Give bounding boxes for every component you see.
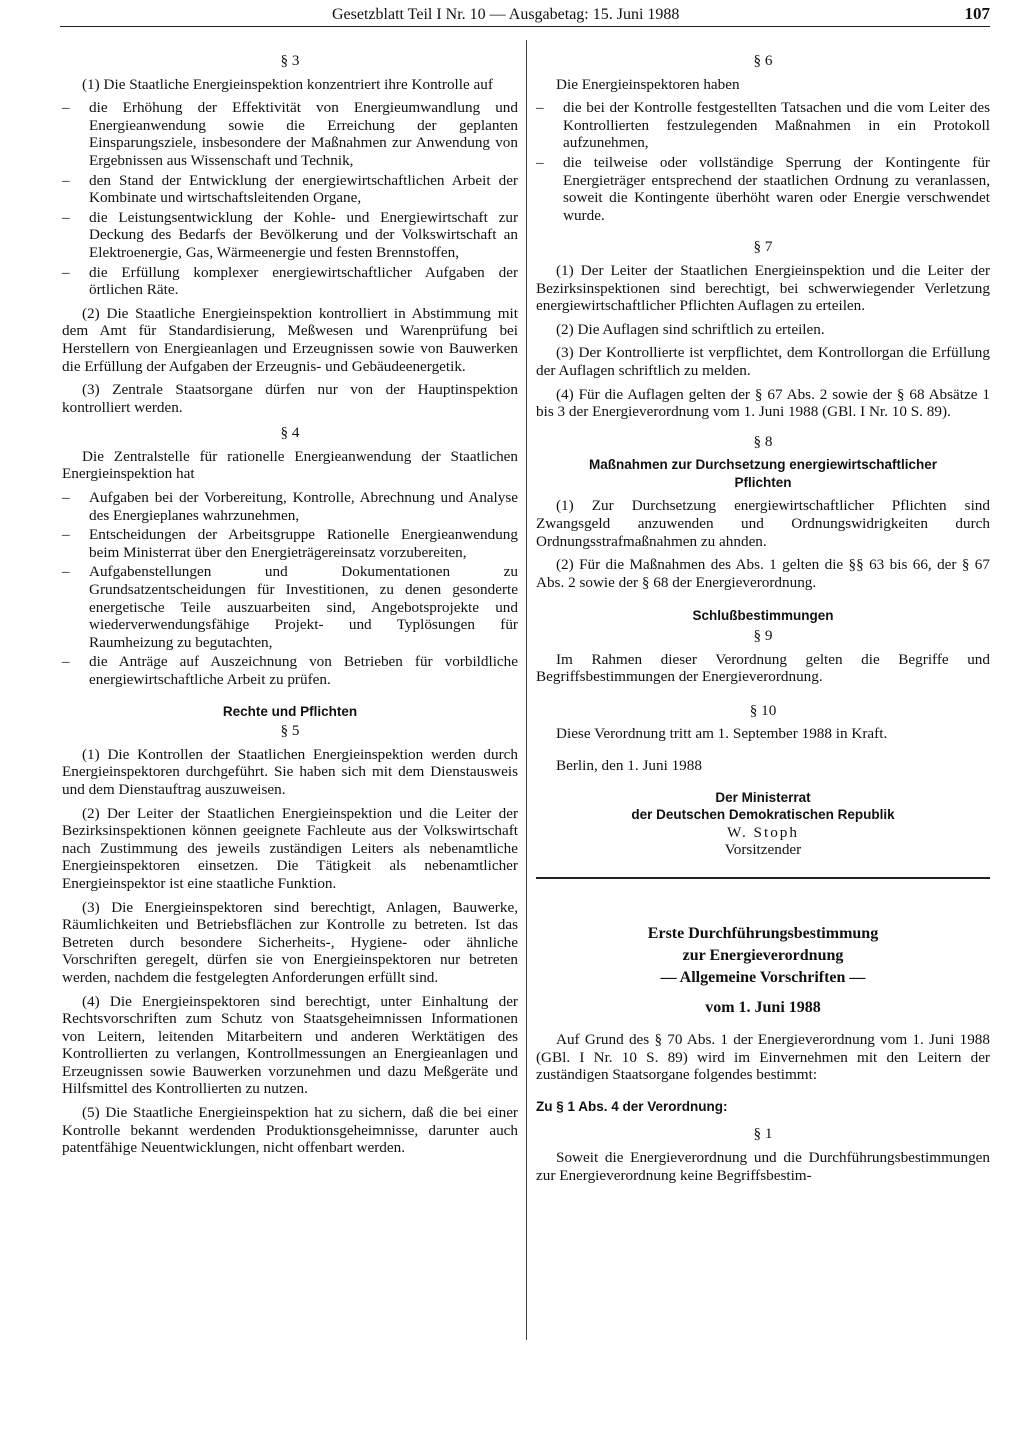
list-item: – die Erhöhung der Effektivität von Energieumwandlung und Energieanwendung sowie die Erreichung der geplanten Einsparungsziele, insbesondere der Maßnahmen zur Anwendung von Ergebnissen aus Wissenschaft und Technik, (62, 99, 518, 169)
paragraph: Im Rahmen dieser Verordnung gelten die Begriffe und Begriffsbestimmungen der Energieverordnung. (536, 650, 990, 686)
signatory-role: Vorsitzender (724, 841, 802, 859)
paragraph: (3) Die Energieinspektoren sind berechtigt, Anlagen, Bauwerke, Räumlichkeiten und Betriebsflächen zur Kontrolle zu betreten. Ist das Betreten durch besondere Sicherheits-, Hygiene- oder ähnliche Vorschriften geregelt, dürfen sie von Energieinspektoren nur betreten werden, nachdem die festgelegten Anforderungen erfüllt sind. (62, 898, 518, 986)
list-item: – Entscheidungen der Arbeitsgruppe Rationelle Energieanwendung beim Ministerrat über den Energieträgereinsatz vorzubereiten, (62, 526, 518, 561)
paragraph: (4) Für die Auflagen gelten der § 67 Abs. 2 sowie der § 68 Absätze 1 bis 3 der Energieverordnung vom 1. Juni 1988 (GBl. I Nr. 10 S. 89). (536, 385, 990, 421)
section-heading-5: § 5 (280, 722, 300, 740)
page-number: 107 (964, 4, 990, 23)
next-doc-date: vom 1. Juni 1988 (705, 998, 821, 1016)
list-item: – die Leistungsentwicklung der Kohle- und Energiewirtschaft zur Deckung des Bedarfs der Bevölkerung und der Volkswirtschaft an Elektroenergie, Gas, Wärmeenergie und festen Brennstoffen, (62, 209, 518, 262)
next-doc-subtitle: — Allgemeine Vorschriften — (660, 968, 866, 986)
paragraph: (2) Der Leiter der Staatlichen Energieinspektion und die Leiter der Bezirksinspektionen können geeignete Fachleute aus der Volkswirtschaft nach Zustimmung des jeweils zuständigen Leiters als nebenamtliche Energieinspektoren einsetzen. Die Tätigkeit als nebenamtlicher Energieinspektor ist eine staatliche Funktion. (62, 804, 518, 892)
paragraph: (2) Für die Maßnahmen des Abs. 1 gelten die §§ 63 bis 66, der § 67 Abs. 2 sowie der § 68 der Energieverordnung. (536, 556, 990, 591)
page-header (60, 4, 990, 27)
dash-list (62, 489, 518, 689)
section-heading-4: § 4 (280, 424, 300, 442)
signatory-org-line1: Der Ministerrat (715, 789, 811, 805)
section-heading-7: § 7 (753, 238, 773, 256)
section-heading-1: § 1 (753, 1125, 773, 1143)
place-date: Berlin, den 1. Juni 1988 (556, 757, 702, 774)
list-item: – die Anträge auf Auszeichnung von Betrieben für vorbildliche energiewirtschaftliche Arbeit zu prüfen. (62, 653, 518, 688)
paragraph: (1) Die Kontrollen der Staatlichen Energieinspektion werden durch Energieinspektoren durchgeführt. Sie haben sich mit dem Dienstausweis und dem Dienstauftrag auszuweisen. (62, 745, 518, 798)
paragraph: (4) Die Energieinspektoren sind berechtigt, unter Einhaltung der Rechtsvorschriften zum Schutz von Staatsgeheimnissen Informationen von Leitern, leitenden Mitarbeitern und anderen Werktätigen des Kontrollierten zu verlangen, Kontrollmessungen an Energieanlagen und Erzeugnissen sowie Bauwerken vorzunehmen und dazu Meßgeräte und Hilfsmittel des Kontrollierten zu nutzen. (62, 992, 518, 1098)
paragraph: (1) Die Staatliche Energieinspektion konzentriert ihre Kontrolle auf (82, 75, 493, 93)
list-item: – den Stand der Entwicklung der energiewirtschaftlichen Arbeit der Kombinate und wirtschaftsleitenden Organe, (62, 172, 518, 207)
section-label: Zu § 1 Abs. 4 der Verordnung: (536, 1098, 728, 1114)
dash-list (62, 99, 518, 299)
right-column (536, 44, 990, 1190)
paragraph: Soweit die Energieverordnung und die Durchführungsbestimmungen zur Energieverordnung keine Begriffsbestim- (536, 1148, 990, 1184)
dash-list (536, 99, 990, 224)
paragraph: (5) Die Staatliche Energieinspektion hat zu sichern, daß die bei einer Kontrolle bekannt werdenden Produktionsgeheimnisse, darunter auch patentfähige Neuentwicklungen, nicht offenbart werden. (62, 1104, 518, 1157)
section-heading-8: § 8 (753, 432, 773, 450)
section-heading-3: § 3 (280, 52, 300, 69)
section-heading-10: § 10 (749, 701, 777, 719)
paragraph: Die Energieinspektoren haben (556, 75, 740, 93)
list-item: – Aufgaben bei der Vorbereitung, Kontrolle, Abrechnung und Analyse des Energieplanes wahrzunehmen, (62, 489, 518, 524)
left-column (62, 44, 518, 1163)
paragraph: (2) Die Staatliche Energieinspektion kontrolliert in Abstimmung mit dem Amt für Standardisierung, Meßwesen und Warenprüfung bei Herstellern von Energieanlagen und Erzeugnissen sowie von Bauwerken die Erfüllung der Aufgaben der Erzeugnis- und Gebäudeenergetik. (62, 304, 518, 375)
paragraph: (1) Zur Durchsetzung energiewirtschaftlicher Pflichten sind Zwangsgeld anzuwenden und Ordnungswidrigkeiten durch Ordnungsstrafmaßnahmen zu ahnden. (536, 497, 990, 550)
section-heading-9: § 9 (753, 627, 773, 645)
list-item: – die teilweise oder vollständige Sperrung der Kontingente für Energieträger entsprechend der staatlichen Ordnung zu veranlassen, soweit die Kontingente überhöht waren oder Energie verschwendet wurde. (536, 154, 990, 224)
list-item: – die bei der Kontrolle festgestellten Tatsachen und die vom Leiter des Kontrollierten festzulegenden Maßnahmen in ein Protokoll aufzunehmen, (536, 99, 990, 152)
header-title: Gesetzblatt Teil I Nr. 10 — Ausgabetag: 15. Juni 1988 (332, 6, 680, 23)
signature-block (536, 757, 990, 859)
section-title-8: Maßnahmen zur Durchsetzung energiewirtschaftlicher Pflichten (588, 457, 938, 490)
chapter-title-final: Schlußbestimmungen (692, 608, 834, 624)
next-doc-title-line2: zur Energieverordnung (682, 946, 844, 964)
next-doc-title-line1: Erste Durchführungsbestimmung (647, 924, 879, 942)
paragraph: Diese Verordnung tritt am 1. September 1988 in Kraft. (556, 725, 888, 743)
list-item: – die Erfüllung komplexer energiewirtschaftlicher Aufgaben der örtlichen Räte. (62, 264, 518, 299)
paragraph: Die Zentralstelle für rationelle Energieanwendung der Staatlichen Energieinspektion hat (62, 447, 518, 483)
chapter-title-rights: Rechte und Pflichten (222, 703, 358, 719)
signatory-org-line2: der Deutschen Demokratischen Republik (631, 807, 895, 823)
paragraph: (3) Der Kontrollierte ist verpflichtet, dem Kontrollorgan die Erfüllung der Auflagen schriftlich zu melden. (536, 344, 990, 379)
section-heading-6: § 6 (753, 52, 773, 69)
signatory-name: W. Stoph (727, 823, 799, 841)
list-item: – Aufgabenstellungen und Dokumentationen zu Grundsatzentscheidungen für Investitionen, zu denen gesonderte energetische Teile auszuarbeiten sind, Angebotsprojekte und wiederverwendungsfähige Projekt- und Typlösungen für Raumheizung zu begutachten, (62, 563, 518, 651)
column-divider (526, 40, 527, 1340)
paragraph: Auf Grund des § 70 Abs. 1 der Energieverordnung vom 1. Juni 1988 (GBl. I Nr. 10 S. 89) wird im Einvernehmen mit den Leitern der zuständigen Staatsorgane folgendes bestimmt: (536, 1030, 990, 1084)
paragraph: (1) Der Leiter der Staatlichen Energieinspektion und die Leiter der Bezirksinspektionen sind berechtigt, bei schwerwiegender Verletzung energiewirtschaftlicher Pflichten Auflagen zu erteilen. (536, 261, 990, 315)
document-separator (536, 877, 990, 879)
paragraph: (3) Zentrale Staatsorgane dürfen nur von der Hauptinspektion kontrolliert werden. (62, 381, 518, 416)
paragraph: (2) Die Auflagen sind schriftlich zu erteilen. (556, 320, 825, 338)
